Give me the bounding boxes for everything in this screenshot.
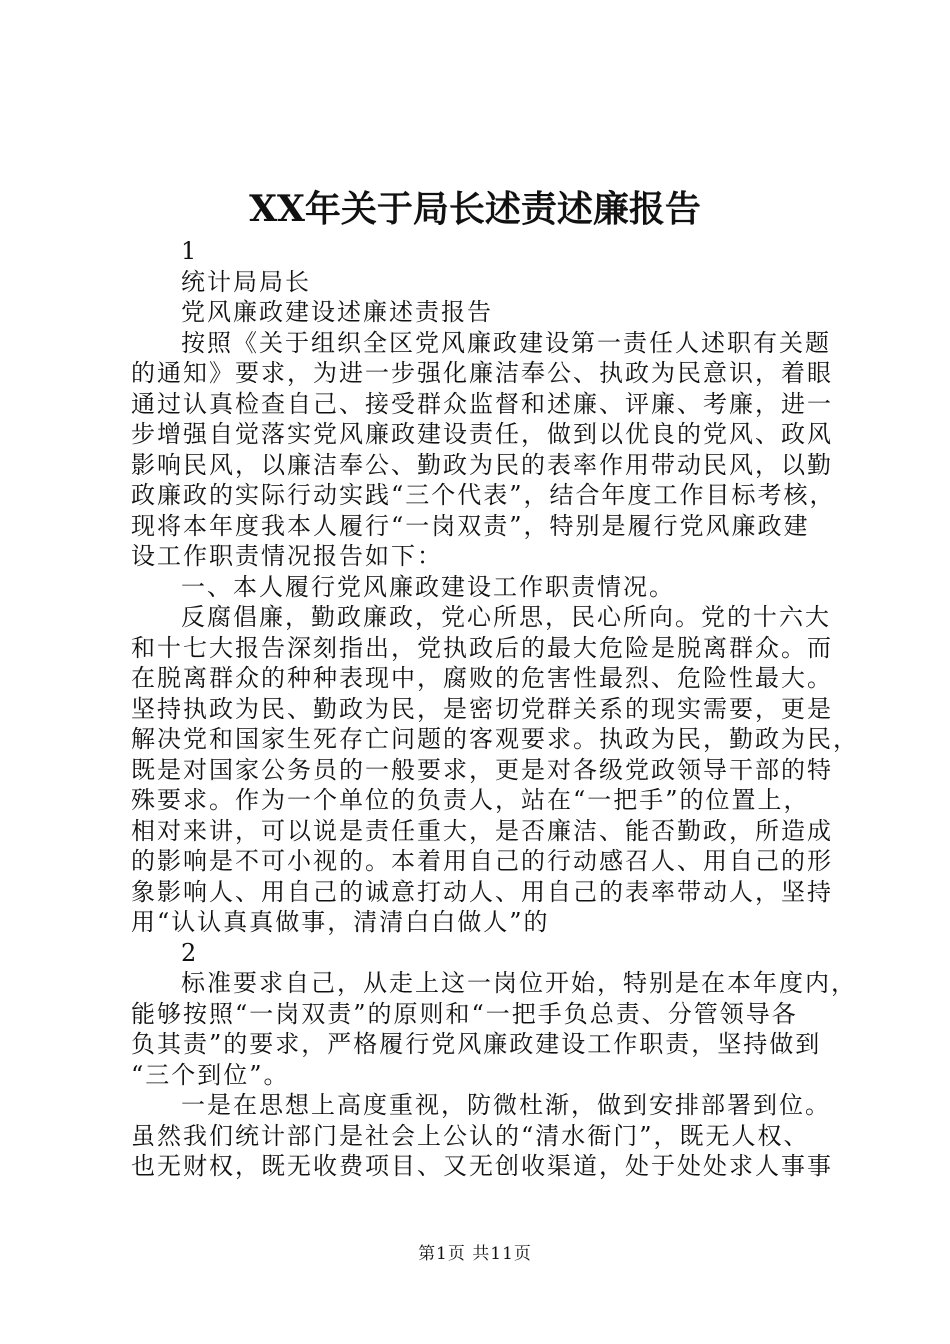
text-line: 政廉政的实际行动实践“三个代表”，结合年度工作目标考核，	[131, 481, 836, 509]
text-line: 设工作职责情况报告如下：	[131, 542, 443, 570]
text-line: 2	[181, 938, 199, 967]
document-title: XX年关于局长述责述廉报告	[249, 188, 701, 230]
text-line: 也无财权，既无收费项目、又无创收渠道，处于处处求人事事	[131, 1152, 833, 1180]
text-line: 坚持执政为民、勤政为民，是密切党群关系的现实需要，更是	[131, 694, 833, 723]
text-line: 通过认真检查自己、接受群众监督和述廉、评廉、考廉，进一	[131, 389, 833, 418]
text-line: 党风廉政建设述廉述责报告	[181, 298, 493, 326]
text-line: 殊要求。作为一个单位的负责人，站在“一把手”的位置上，	[131, 786, 810, 814]
text-line: 既是对国家公务员的一般要求，更是对各级党政领导干部的特	[131, 755, 833, 784]
text-line: 用“认认真真做事，清清白白做人”的	[131, 908, 550, 936]
text-line: 步增强自觉落实党风廉政建设责任，做到以优良的党风、政风	[131, 420, 833, 448]
text-line: 现将本年度我本人履行“一岗双责”，特别是履行党风廉政建	[131, 511, 810, 540]
text-line: 的影响是不可小视的。本着用自己的行动感召人、用自己的形	[131, 847, 833, 875]
text-line: 的通知》要求，为进一步强化廉洁奉公、执政为民意识，着眼	[131, 359, 833, 387]
text-line: 相对来讲，可以说是责任重大，是否廉洁、能否勤政，所造成	[131, 816, 833, 845]
text-line: 和十七大报告深刻指出，党执政后的最大危险是脱离群众。而	[131, 633, 833, 662]
text-line: 影响民风，以廉洁奉公、勤政为民的表率作用带动民风，以勤	[131, 450, 833, 479]
text-line: 统计局局长	[181, 267, 311, 296]
text-line: 能够按照“一岗双责”的原则和“一把手负总责、分管领导各	[131, 999, 798, 1028]
text-line: 一是在思想上高度重视，防微杜渐，做到安排部署到位。	[181, 1091, 831, 1119]
text-line: 负其责”的要求，严格履行党风廉政建设工作职责，坚持做到	[131, 1030, 822, 1058]
text-line: 虽然我们统计部门是社会上公认的“清水衙门”，既无人权、	[131, 1121, 810, 1150]
text-line: 标准要求自己，从走上这一岗位开始，特别是在本年度内，	[181, 969, 857, 997]
text-line: 1	[181, 237, 199, 265]
text-line: 解决党和国家生死存亡问题的客观要求。执政为民，勤政为民，	[131, 725, 859, 753]
text-line: 按照《关于组织全区党风廉政建设第一责任人述职有关题	[181, 328, 831, 357]
text-line: 象影响人、用自己的诚意打动人、用自己的表率带动人，坚持	[131, 877, 833, 906]
text-line: 反腐倡廉，勤政廉政，党心所思，民心所向。党的十六大	[181, 603, 831, 631]
text-line: 一、本人履行党风廉政建设工作职责情况。	[181, 572, 675, 601]
text-line: “三个到位”。	[131, 1060, 290, 1089]
text-line: 在脱离群众的种种表现中，腐败的危害性最烈、危险性最大。	[131, 664, 833, 692]
document-body	[131, 236, 859, 1182]
page-footer: 第1页 共11页	[418, 1244, 532, 1264]
